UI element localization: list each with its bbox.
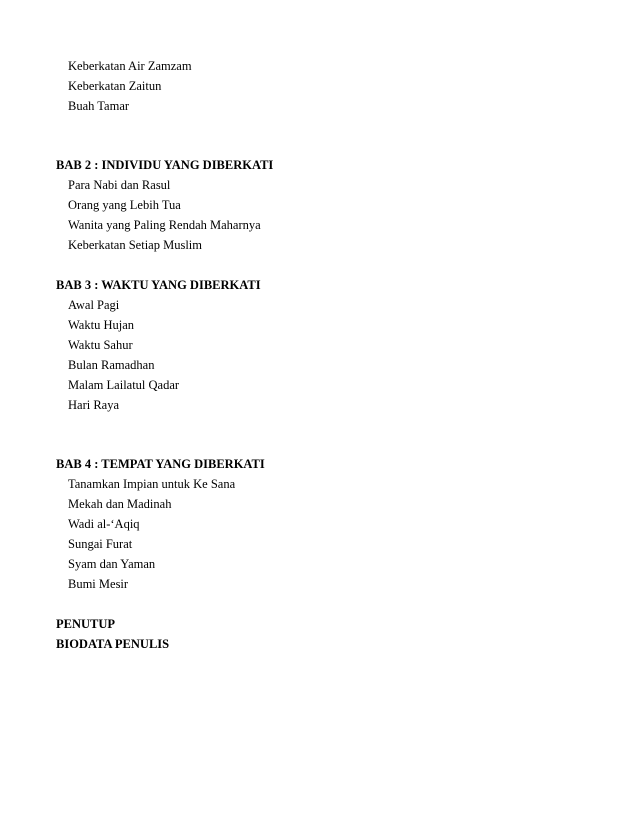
toc-item: Sungai Furat — [68, 537, 133, 551]
toc-item: Para Nabi dan Rasul — [68, 178, 171, 192]
chapter-heading-bab-3: BAB 3 : WAKTU YANG DIBERKATI — [56, 278, 261, 292]
toc-item: Syam dan Yaman — [68, 557, 156, 571]
toc-item: Buah Tamar — [68, 99, 130, 113]
toc-item: Orang yang Lebih Tua — [68, 198, 181, 212]
toc-item: Awal Pagi — [68, 298, 120, 312]
toc-item: Waktu Hujan — [68, 318, 134, 332]
toc-item: Waktu Sahur — [68, 338, 133, 352]
toc-item: Keberkatan Zaitun — [68, 79, 162, 93]
toc-item: Bulan Ramadhan — [68, 358, 155, 372]
toc-item: Keberkatan Setiap Muslim — [68, 238, 202, 252]
toc-item: Wanita yang Paling Rendah Maharnya — [68, 218, 261, 232]
toc-item: Bumi Mesir — [68, 577, 129, 591]
toc-item: Malam Lailatul Qadar — [68, 378, 180, 392]
chapter-heading-bab-4: BAB 4 : TEMPAT YANG DIBERKATI — [56, 457, 265, 471]
toc-item: Keberkatan Air Zamzam — [68, 59, 192, 73]
toc-item: Mekah dan Madinah — [68, 497, 172, 511]
heading-penutup: PENUTUP — [56, 617, 116, 631]
heading-biodata-penulis: BIODATA PENULIS — [56, 637, 170, 651]
toc-item: Tanamkan Impian untuk Ke Sana — [68, 477, 236, 491]
toc-item: Hari Raya — [68, 398, 120, 412]
toc-item: Wadi al-‘Aqiq — [68, 517, 140, 531]
chapter-heading-bab-2: BAB 2 : INDIVIDU YANG DIBERKATI — [56, 158, 274, 172]
